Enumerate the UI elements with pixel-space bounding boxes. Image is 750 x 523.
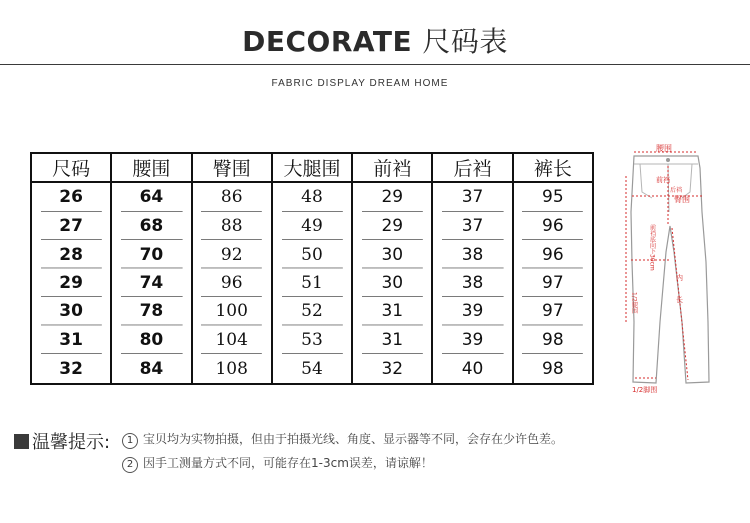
table-cell: 40 — [432, 354, 512, 384]
thigh-label: 1/2腿围 — [630, 292, 638, 314]
title-divider — [0, 64, 750, 65]
table-cell: 39 — [432, 326, 512, 354]
page-subtitle: FABRIC DISPLAY DREAM HOME — [271, 78, 449, 89]
table-cell: 92 — [192, 240, 272, 268]
tip-item — [122, 430, 563, 449]
table-cell: 29 — [31, 269, 111, 297]
table-cell: 96 — [513, 240, 593, 268]
table-cell: 53 — [272, 326, 352, 354]
page-title-cn: 尺码表 — [422, 25, 508, 58]
table-cell: 97 — [513, 297, 593, 325]
table-cell: 50 — [272, 240, 352, 268]
table-cell: 80 — [111, 326, 191, 354]
table-cell: 78 — [111, 297, 191, 325]
table-header-row — [31, 153, 593, 182]
table-cell: 98 — [513, 326, 593, 354]
table-cell: 37 — [432, 182, 512, 212]
table-row — [31, 240, 593, 268]
table-cell: 37 — [432, 212, 512, 240]
column-header: 尺码 — [31, 153, 111, 182]
table-row — [31, 212, 593, 240]
square-bullet-icon — [14, 434, 29, 449]
tip-text: 因手工测量方式不同，可能存在1-3cm误差，请谅解！ — [143, 456, 433, 470]
circled-number-icon: 2 — [122, 457, 138, 473]
table-cell: 54 — [272, 354, 352, 384]
table-cell: 38 — [432, 269, 512, 297]
table-cell: 29 — [352, 182, 432, 212]
table-cell: 31 — [352, 297, 432, 325]
tips-label-text: 温馨提示: — [32, 432, 111, 453]
length-label-2: 长 — [676, 296, 683, 304]
table-cell: 30 — [352, 240, 432, 268]
table-row — [31, 354, 593, 384]
table-cell: 51 — [272, 269, 352, 297]
column-header: 前裆 — [352, 153, 432, 182]
page-title — [0, 20, 750, 60]
column-header: 裤长 — [513, 153, 593, 182]
tip-text: 宝贝均为实物拍摄，但由于拍摄光线、角度、显示器等不同，会存在少许色差。 — [143, 432, 564, 446]
tips-label — [14, 428, 110, 454]
column-header: 大腿围 — [272, 153, 352, 182]
table-cell: 95 — [513, 182, 593, 212]
pants-outline-icon — [612, 142, 734, 400]
table-cell: 32 — [352, 354, 432, 384]
table-row — [31, 326, 593, 354]
tip-item — [122, 454, 433, 473]
circled-number-icon: 1 — [122, 433, 138, 449]
table-cell: 48 — [272, 182, 352, 212]
front-rise-label: 前裆 — [656, 176, 670, 184]
table-cell: 30 — [352, 269, 432, 297]
table-cell: 38 — [432, 240, 512, 268]
hem-label: 1/2脚围 — [632, 386, 658, 394]
table-cell: 64 — [111, 182, 191, 212]
table-cell: 84 — [111, 354, 191, 384]
table-cell: 49 — [272, 212, 352, 240]
table-row — [31, 182, 593, 212]
waist-label: 腰围 — [656, 144, 672, 153]
table-cell: 28 — [31, 240, 111, 268]
column-header: 腰围 — [111, 153, 191, 182]
size-table — [30, 152, 594, 385]
table-cell: 98 — [513, 354, 593, 384]
table-cell: 74 — [111, 269, 191, 297]
table-cell: 86 — [192, 182, 272, 212]
table-cell: 39 — [432, 297, 512, 325]
pants-measurement-diagram — [612, 142, 734, 400]
column-header: 后裆 — [432, 153, 512, 182]
table-cell: 88 — [192, 212, 272, 240]
table-row — [31, 297, 593, 325]
table-cell: 26 — [31, 182, 111, 212]
column-header: 臀围 — [192, 153, 272, 182]
table-cell: 29 — [352, 212, 432, 240]
table-cell: 108 — [192, 354, 272, 384]
table-cell: 96 — [192, 269, 272, 297]
table-cell: 32 — [31, 354, 111, 384]
table-cell: 30 — [31, 297, 111, 325]
table-cell: 96 — [513, 212, 593, 240]
table-row — [31, 269, 593, 297]
hip-label: 臀围 — [674, 195, 690, 204]
table-cell: 68 — [111, 212, 191, 240]
table-cell: 104 — [192, 326, 272, 354]
table-cell: 52 — [272, 297, 352, 325]
table-cell: 31 — [31, 326, 111, 354]
front-rise-full-label: 前裆底向下30cm — [648, 224, 656, 271]
page-title-en: DECORATE — [242, 25, 413, 58]
table-cell: 70 — [111, 240, 191, 268]
table-cell: 97 — [513, 269, 593, 297]
table-cell: 27 — [31, 212, 111, 240]
table-cell: 100 — [192, 297, 272, 325]
back-rise-label: 后裆 — [670, 187, 683, 194]
length-label-1: 内 — [676, 274, 683, 282]
table-cell: 31 — [352, 326, 432, 354]
